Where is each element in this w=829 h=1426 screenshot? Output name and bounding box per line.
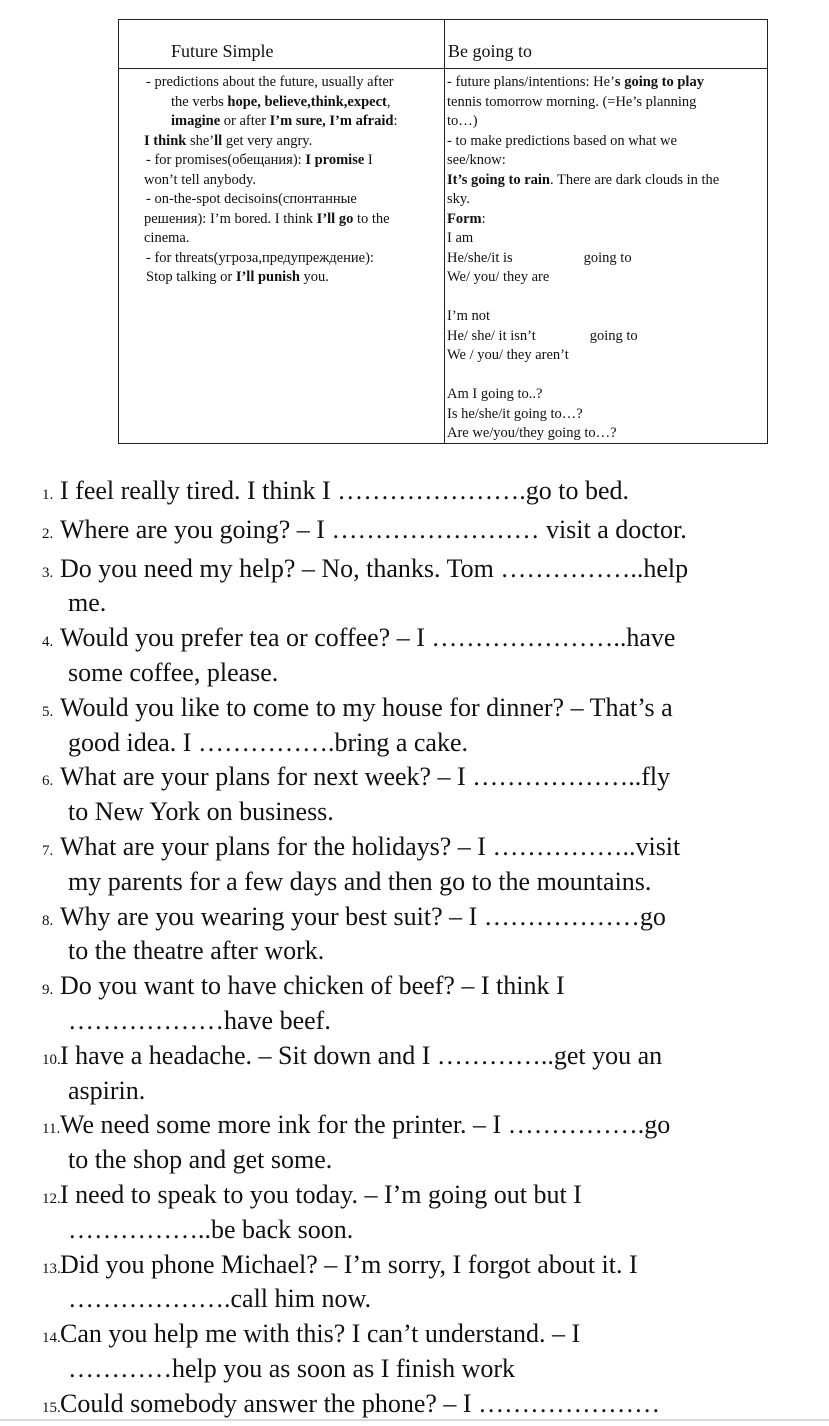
- form-line: Is he/she/it going to…?: [447, 405, 583, 422]
- exercise-item: [42, 1248, 812, 1318]
- exercise-item: [42, 513, 812, 552]
- rule-line: imagine or after I’m sure, I’m afraid:: [171, 113, 398, 129]
- rule-line: sky.: [447, 191, 470, 207]
- header-be-going-to: Be going to: [445, 20, 767, 69]
- exercise-text: Why are you wearing your best suit? – I ………………go to the theatre after work.: [60, 901, 666, 966]
- grammar-table: [118, 19, 768, 444]
- exercise-number: 14.: [42, 1330, 61, 1347]
- exercise-text: Can you help me with this? I can’t understand. – I …………help you as soon as I finish work: [60, 1319, 581, 1383]
- exercise-item: [42, 1108, 812, 1178]
- exercise-text: Would you prefer tea or coffee? – I …………………..have some coffee, please.: [60, 623, 676, 687]
- exercise-item: [42, 552, 812, 622]
- exercise-text: We need some more ink for the printer. – I …………….go to the shop and get some.: [60, 1110, 671, 1175]
- exercise-number: 6.: [42, 773, 54, 790]
- exercise-text: Did you phone Michael? – I’m sorry, I forgot about it. I ……………….call him now.: [60, 1249, 638, 1314]
- exercise-number: 8.: [42, 912, 54, 929]
- exercise-number: 11.: [42, 1121, 61, 1138]
- exercise-text: What are your plans for the holidays? – I ……………..visit my parents for a few days and then go to the mountains.: [60, 831, 681, 896]
- rule-line: - to make predictions based on what we: [447, 132, 677, 149]
- example-line: Stop talking or I’ll punish you.: [146, 269, 329, 285]
- example-line: I think she’ll get very angry.: [144, 132, 313, 149]
- header-future-simple: Future Simple: [119, 20, 445, 69]
- form-heading: Form:: [447, 210, 486, 227]
- exercise-number: 7.: [42, 842, 54, 859]
- form-line: We / you/ they aren’t: [447, 347, 569, 363]
- exercise-number: 2.: [42, 525, 54, 542]
- exercise-number: 9.: [42, 982, 54, 999]
- exercise-number: 10.: [42, 1051, 61, 1068]
- form-line: Am I going to..?: [447, 386, 543, 402]
- exercise-list: [42, 474, 812, 1426]
- form-line: Are we/you/they going to…?: [447, 425, 617, 441]
- example-line: It’s going to rain. There are dark clouds in the: [447, 171, 720, 188]
- exercise-item: [42, 900, 812, 970]
- exercise-number: 5.: [42, 703, 54, 720]
- rule-line: tennis tomorrow morning. (=He’s planning: [447, 93, 697, 110]
- exercise-item: [42, 760, 812, 830]
- exercise-number: 1.: [42, 487, 54, 503]
- rule-line: - predictions about the future, usually after: [146, 74, 394, 90]
- page-bottom-edge: [0, 1419, 829, 1421]
- form-line: I’m not: [447, 308, 491, 324]
- exercise-text: Would you like to come to my house for dinner? – That’s a good idea. I …………….bring a cake.: [60, 692, 673, 757]
- example-line: решения): I’m bored. I think I’ll go to the: [144, 210, 390, 227]
- rule-line: - for threats(угроза,предупреждение):: [146, 249, 374, 266]
- exercise-text: What are your plans for next week? – I ………………..fly to New York on business.: [60, 762, 671, 827]
- form-line: We/ you/ they are: [447, 269, 550, 285]
- rule-line: - on-the-spot decisoins(спонтанные: [146, 191, 357, 207]
- exercise-item: [42, 969, 812, 1039]
- exercise-number: 3.: [42, 564, 54, 581]
- rule-line: - future plans/intentions: He’s going to play: [447, 74, 704, 90]
- example-line: cinema.: [144, 230, 190, 246]
- rule-line: to…): [447, 113, 478, 129]
- exercise-number: 12.: [42, 1190, 61, 1207]
- exercise-item: [42, 830, 812, 900]
- exercise-text: I need to speak to you today. – I’m going out but I ……………..be back soon.: [60, 1179, 582, 1244]
- exercise-text: I have a headache. – Sit down and I …………..get you an aspirin.: [60, 1040, 663, 1105]
- exercise-text: I feel really tired. I think I ………………….go to bed.: [60, 476, 629, 505]
- exercise-number: 4.: [42, 634, 54, 651]
- example-line: won’t tell anybody.: [144, 171, 256, 188]
- exercise-text: Where are you going? – I …………………… visit a doctor.: [60, 514, 687, 544]
- exercise-text: Do you need my help? – No, thanks. Tom ……………..help me.: [60, 553, 689, 618]
- rule-line: see/know:: [447, 152, 506, 168]
- exercise-number: 13.: [42, 1260, 61, 1277]
- rule-line: the verbs hope, believe,think,expect,: [171, 93, 391, 110]
- exercise-number: 15.: [42, 1399, 61, 1416]
- be-going-to-rules: [445, 69, 767, 444]
- form-line: He/ she/ it isn’t going to: [447, 327, 638, 344]
- exercise-text: Could somebody answer the phone? – I …………………: [60, 1388, 661, 1418]
- exercise-text: Do you want to have chicken of beef? – I think I ………………have beef.: [60, 971, 565, 1035]
- future-simple-rules: [119, 69, 445, 444]
- exercise-item: [42, 474, 812, 513]
- rule-line: - for promises(обещания): I promise I: [146, 152, 373, 168]
- form-line: I am: [447, 230, 474, 246]
- exercise-item: [42, 1178, 812, 1248]
- exercise-item: [42, 1317, 812, 1387]
- form-line: He/she/it is going to: [447, 249, 632, 266]
- exercise-item: [42, 1039, 812, 1109]
- exercise-item: [42, 691, 812, 761]
- exercise-item: [42, 621, 812, 691]
